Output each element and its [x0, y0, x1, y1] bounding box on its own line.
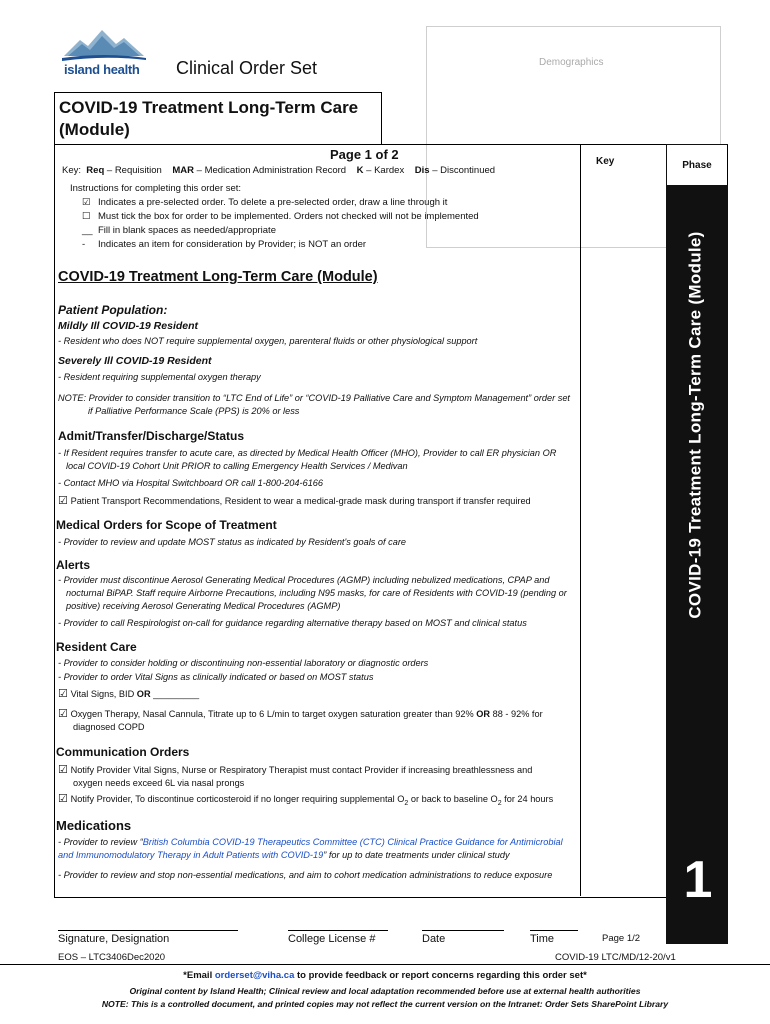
mild-text: - Resident who does NOT require supplemental oxygen, parenteral fluids or other physiological support: [58, 336, 478, 346]
instruction-item: ☑ Indicates a pre-selected order. To delete a pre-selected order, draw a line through it: [82, 197, 448, 208]
phase-number: 1: [683, 851, 713, 909]
resident-item: - Provider to consider holding or discontinuing non-essential laboratory or diagnostic orders: [58, 658, 429, 668]
mild-heading: Mildly Ill COVID-19 Resident: [58, 320, 199, 332]
alerts-item: - Provider must discontinue Aerosol Generating Medical Procedures (AGMP) including nebulized medications, CPAP and nocturnal BiPAP. Staff require Airborne Precautions, including N95 masks, for care of Residents with COVID-19 (pending or positive) receiving Aerosol Generating Medical Procedures (AGMP): [58, 575, 567, 611]
checked-box-icon[interactable]: ☑: [58, 793, 68, 805]
title-line2: (Module): [59, 120, 130, 139]
college-license-line[interactable]: College License #: [288, 930, 388, 945]
admit-heading: Admit/Transfer/Discharge/Status: [58, 429, 245, 443]
checked-box-icon[interactable]: ☑: [58, 708, 68, 720]
footer-credit: Original content by Island Health; Clinical review and local adaptation recommended before use at external health authorities: [129, 986, 641, 996]
time-line[interactable]: Time: [530, 930, 578, 945]
alerts-heading: Alerts: [56, 558, 91, 572]
admit-item: - If Resident requires transfer to acute care, as directed by Medical Health Officer (MHO), Provider to call ER physician OR local COVID-19 Cohort Unit PRIOR to calling Emergency Health Services / Medivan: [58, 448, 557, 471]
instruction-item: - Indicates an item for consideration by Provider; is NOT an order: [82, 239, 367, 250]
footer-note: NOTE: This is a controlled document, and printed copies may not reflect the current version on the Intranet: Order Sets SharePoint Library: [101, 999, 669, 1009]
patient-population-heading: Patient Population:: [58, 303, 168, 317]
page-indicator: Page 1 of 2: [330, 147, 399, 162]
key-legend: Key: Req – Requisition MAR – Medication Administration Record K – Kardex Dis – Discontinued: [62, 165, 496, 176]
resident-care-heading: Resident Care: [56, 640, 137, 654]
checked-box-icon[interactable]: ☑: [58, 764, 68, 776]
severe-text: - Resident requiring supplemental oxygen therapy: [58, 372, 261, 382]
key-column: [580, 144, 667, 896]
checked-box-icon[interactable]: ☑: [58, 688, 68, 700]
document-code: EOS – LTC3406Dec2020: [58, 952, 166, 963]
communication-heading: Communication Orders: [56, 745, 190, 759]
medications-item: - Provider to review and stop non-essential medications, and aim to cohort medication administrations to reduce exposure: [58, 870, 553, 880]
communication-order[interactable]: ☑ Notify Provider, To discontinue corticosteroid if no longer requiring supplemental $O_2$ or back to baseline $O_2$ for 24 hours: [58, 793, 554, 807]
title-box: [54, 92, 382, 145]
email-link[interactable]: orderset@viha.ca: [214, 970, 295, 981]
key-header: Key: [596, 156, 615, 167]
main-heading: COVID-19 Treatment Long-Term Care (Module): [58, 269, 378, 285]
date-line[interactable]: Date: [422, 930, 504, 945]
admit-checkbox-item[interactable]: ☑ Patient Transport Recommendations, Resident to wear a medical-grade mask during transport if transfer required: [58, 495, 531, 507]
version-code: COVID-19 LTC/MD/12-20/v1: [555, 952, 676, 963]
instruction-item: __ Fill in blank spaces as needed/appropriate: [82, 225, 276, 236]
instructions-heading: Instructions for completing this order set:: [70, 183, 242, 194]
communication-order[interactable]: ☑ Notify Provider Vital Signs, Nurse or Respiratory Therapist must contact Provider if increasing breathlessness and oxygen needs exceed 6L via nasal prongs: [58, 764, 533, 788]
medications-heading: Medications: [56, 818, 132, 833]
admit-item: - Contact MHO via Hospital Switchboard OR call 1-800-204-6166: [58, 478, 324, 488]
title-line1: COVID-19 Treatment Long-Term Care: [59, 98, 359, 117]
medications-item: - Provider to review “British Columbia COVID-19 Therapeutics Committee (CTC) Clinical Practice Guidance for Antimicrobial and Immunomodulatory Therapy in Adult Patients with COVID-19” for up to date treatments under clinical study: [58, 837, 563, 860]
checked-box-icon[interactable]: ☑: [58, 495, 68, 507]
logo-text: island health: [64, 62, 140, 77]
ctc-guidance-link-cont[interactable]: and Immunomodulatory Therapy in Adult Patients with COVID-19: [58, 850, 324, 860]
feedback-email-line: *Email orderset@viha.ca to provide feedback or report concerns regarding this order set*: [183, 970, 587, 981]
vital-signs-order[interactable]: ☑ Vital Signs, BID OR _________: [58, 688, 200, 700]
alerts-item: - Provider to call Respirologist on-call for guidance regarding alternative therapy based on MOST and clinical status: [58, 618, 527, 628]
phase-header: Phase: [682, 160, 712, 171]
note-text: NOTE: Provider to consider transition to “LTC End of Life” or “COVID-19 Palliative Care and Symptom Management” order set if Palliative Performance Scale (PPS) is 20% or less: [58, 393, 570, 416]
medical-item: - Provider to review and update MOST status as indicated by Resident's goals of care: [58, 537, 406, 547]
oxygen-therapy-order[interactable]: ☑ Oxygen Therapy, Nasal Cannula, Titrate up to 6 L/min to target oxygen saturation greater than 92% OR 88 - 92% for diagnosed COPD: [58, 708, 543, 732]
severe-heading: Severely Ill COVID-19 Resident: [58, 355, 212, 367]
signature-line[interactable]: Signature, Designation: [58, 930, 238, 945]
page-footer-number: Page 1/2: [602, 933, 641, 944]
clinical-order-set-label: Clinical Order Set: [176, 58, 318, 78]
demographics-label: Demographics: [539, 57, 604, 68]
instructions-block: [70, 182, 479, 252]
instruction-item: ☐ Must tick the box for order to be implemented. Orders not checked will not be implemented: [82, 211, 479, 222]
resident-item: - Provider to order Vital Signs as clinically indicated or based on MOST status: [58, 672, 374, 682]
medical-orders-heading: Medical Orders for Scope of Treatment: [56, 518, 277, 532]
footer-divider: [0, 964, 770, 965]
phase-vertical-title: COVID-19 Treatment Long-Term Care (Module): [686, 231, 705, 619]
ctc-guidance-link[interactable]: British Columbia COVID-19 Therapeutics Committee (CTC) Clinical Practice Guidance for Antimicrobial: [142, 837, 563, 847]
